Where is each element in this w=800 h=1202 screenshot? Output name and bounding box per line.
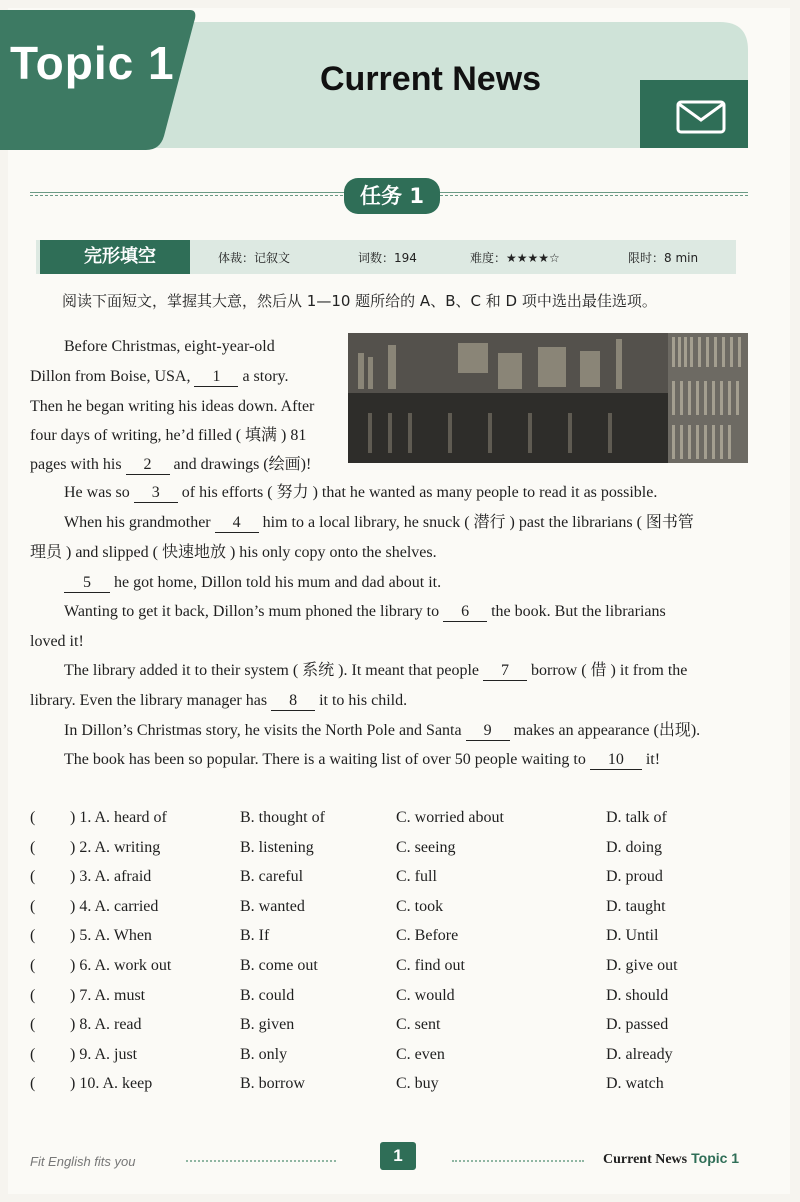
- footer-slogan: Fit English fits you: [30, 1154, 136, 1169]
- option-b: B. If: [240, 927, 270, 945]
- question-row: [0, 1046, 800, 1074]
- option-c: C. full: [396, 868, 437, 886]
- genre-label: 体裁：记叙文: [218, 251, 291, 265]
- passage-line: loved it!: [30, 633, 84, 650]
- option-c: C. Before: [396, 927, 459, 945]
- passage-line: four days of writing, he’d filled ( 填满 ) 81: [30, 427, 307, 444]
- answer-paren: (: [30, 868, 36, 886]
- option-c: C. worried about: [396, 809, 504, 826]
- passage-line: He was so 3 of his efforts ( 努力 ) that he wanted as many people to read it as possible.: [64, 484, 658, 501]
- answer-paren: (: [30, 1045, 36, 1063]
- question-row: [0, 898, 800, 926]
- blank-8: 8: [271, 692, 315, 711]
- instructions: 阅读下面短文，掌握其大意，然后从 1—10 题所给的 A、B、C 和 D 项中选出最佳选项。: [62, 292, 657, 310]
- question-row: [0, 957, 800, 985]
- blank-4: 4: [215, 514, 259, 533]
- task-badge: 任务 1: [344, 178, 440, 214]
- passage-line: In Dillon’s Christmas story, he visits the North Pole and Santa 9 makes an appearance (出现).: [64, 722, 701, 739]
- passage-line: 5 he got home, Dillon told his mum and dad about it.: [64, 568, 441, 598]
- question-row: [0, 987, 800, 1015]
- question-row: [0, 839, 800, 867]
- answer-paren: (: [30, 957, 36, 974]
- blank-2: 2: [126, 456, 170, 475]
- blank-7: 7: [483, 662, 527, 681]
- passage-line: The library added it to their system ( 系统 ). It meant that people 7 borrow ( 借 ) it from the: [64, 662, 688, 679]
- question-stem: ) 4. A. carried: [70, 897, 159, 915]
- passage-line: Then he began writing his ideas down. After: [30, 398, 315, 415]
- library-photo: [348, 333, 748, 463]
- option-c: C. would: [396, 986, 455, 1004]
- option-b: B. given: [240, 1016, 295, 1034]
- option-b: B. careful: [240, 868, 304, 886]
- option-c: C. sent: [396, 1016, 441, 1034]
- blank-3: 3: [134, 484, 178, 503]
- question-row: [0, 1016, 800, 1044]
- option-c: C. seeing: [396, 838, 456, 856]
- question-stem: ) 7. A. must: [70, 986, 146, 1004]
- option-d: D. give out: [606, 957, 678, 974]
- option-c: C. find out: [396, 957, 465, 974]
- passage-line: When his grandmother 4 him to a local library, he snuck ( 潜行 ) past the librarians ( 图书管: [64, 514, 694, 531]
- question-stem: ) 8. A. read: [70, 1016, 142, 1034]
- passage-line: The book has been so popular. There is a waiting list of over 50 people waiting to 10 it!: [64, 751, 661, 768]
- option-b: B. listening: [240, 838, 314, 856]
- option-d: D. proud: [606, 868, 663, 886]
- option-c: C. even: [396, 1045, 445, 1063]
- question-stem: ) 3. A. afraid: [70, 868, 152, 886]
- page-title: Current News: [320, 60, 542, 98]
- difficulty-label: 难度：★★★★☆: [470, 251, 560, 265]
- exercise-type-tag: 完形填空: [40, 240, 190, 274]
- answer-paren: (: [30, 838, 36, 856]
- blank-1: 1: [194, 368, 238, 387]
- answer-paren: (: [30, 1075, 36, 1093]
- answer-paren: (: [30, 809, 36, 826]
- question-stem: ) 2. A. writing: [70, 838, 161, 856]
- passage-line: Before Christmas, eight-year-old: [64, 338, 275, 355]
- option-d: D. passed: [606, 1016, 669, 1034]
- passage-line: Wanting to get it back, Dillon’s mum phoned the library to 6 the book. But the librarians: [64, 603, 666, 620]
- option-b: B. wanted: [240, 897, 305, 915]
- answer-paren: (: [30, 986, 36, 1004]
- option-b: B. only: [240, 1045, 288, 1063]
- question-stem: ) 10. A. keep: [70, 1075, 153, 1093]
- answer-paren: (: [30, 1016, 36, 1034]
- blank-5: 5: [64, 574, 110, 593]
- option-d: D. talk of: [606, 809, 667, 826]
- question-row: [0, 1075, 800, 1103]
- question-stem: ) 1. A. heard of: [70, 809, 167, 826]
- footer-section: Current News Topic 1: [603, 1150, 740, 1167]
- option-d: D. taught: [606, 897, 666, 915]
- footer-divider: [186, 1160, 336, 1162]
- passage-line: 理员 ) and slipped ( 快速地放 ) his only copy onto the shelves.: [30, 544, 437, 561]
- topic-label: Topic 1: [10, 37, 175, 89]
- option-d: D. Until: [606, 927, 659, 945]
- question-row: [0, 809, 800, 837]
- passage-line: pages with his 2 and drawings (绘画)!: [30, 456, 312, 473]
- blank-9: 9: [466, 722, 510, 741]
- answer-paren: (: [30, 927, 36, 945]
- question-row: [0, 868, 800, 896]
- option-d: D. doing: [606, 838, 662, 856]
- question-stem: ) 6. A. work out: [70, 957, 172, 974]
- blank-6: 6: [443, 603, 487, 622]
- option-c: C. buy: [396, 1075, 439, 1093]
- blank-10: 10: [590, 751, 642, 770]
- option-d: D. watch: [606, 1075, 664, 1093]
- envelope-icon: [676, 100, 726, 134]
- option-b: B. could: [240, 986, 295, 1004]
- question-stem: ) 5. A. When: [70, 927, 152, 945]
- passage-line: library. Even the library manager has 8 it to his child.: [30, 692, 408, 709]
- page-number: 1: [380, 1142, 416, 1170]
- word-count-label: 词数：194: [358, 251, 417, 265]
- passage-line: Dillon from Boise, USA, 1 a story.: [30, 368, 289, 385]
- answer-paren: (: [30, 897, 36, 915]
- option-b: B. borrow: [240, 1075, 305, 1093]
- option-c: C. took: [396, 897, 444, 915]
- option-b: B. thought of: [240, 809, 325, 826]
- option-b: B. come out: [240, 957, 318, 974]
- option-d: D. should: [606, 986, 669, 1004]
- question-stem: ) 9. A. just: [70, 1045, 138, 1063]
- question-row: [0, 927, 800, 955]
- option-d: D. already: [606, 1045, 673, 1063]
- time-limit-label: 限时：8 min: [628, 251, 699, 265]
- footer-divider: [452, 1160, 584, 1162]
